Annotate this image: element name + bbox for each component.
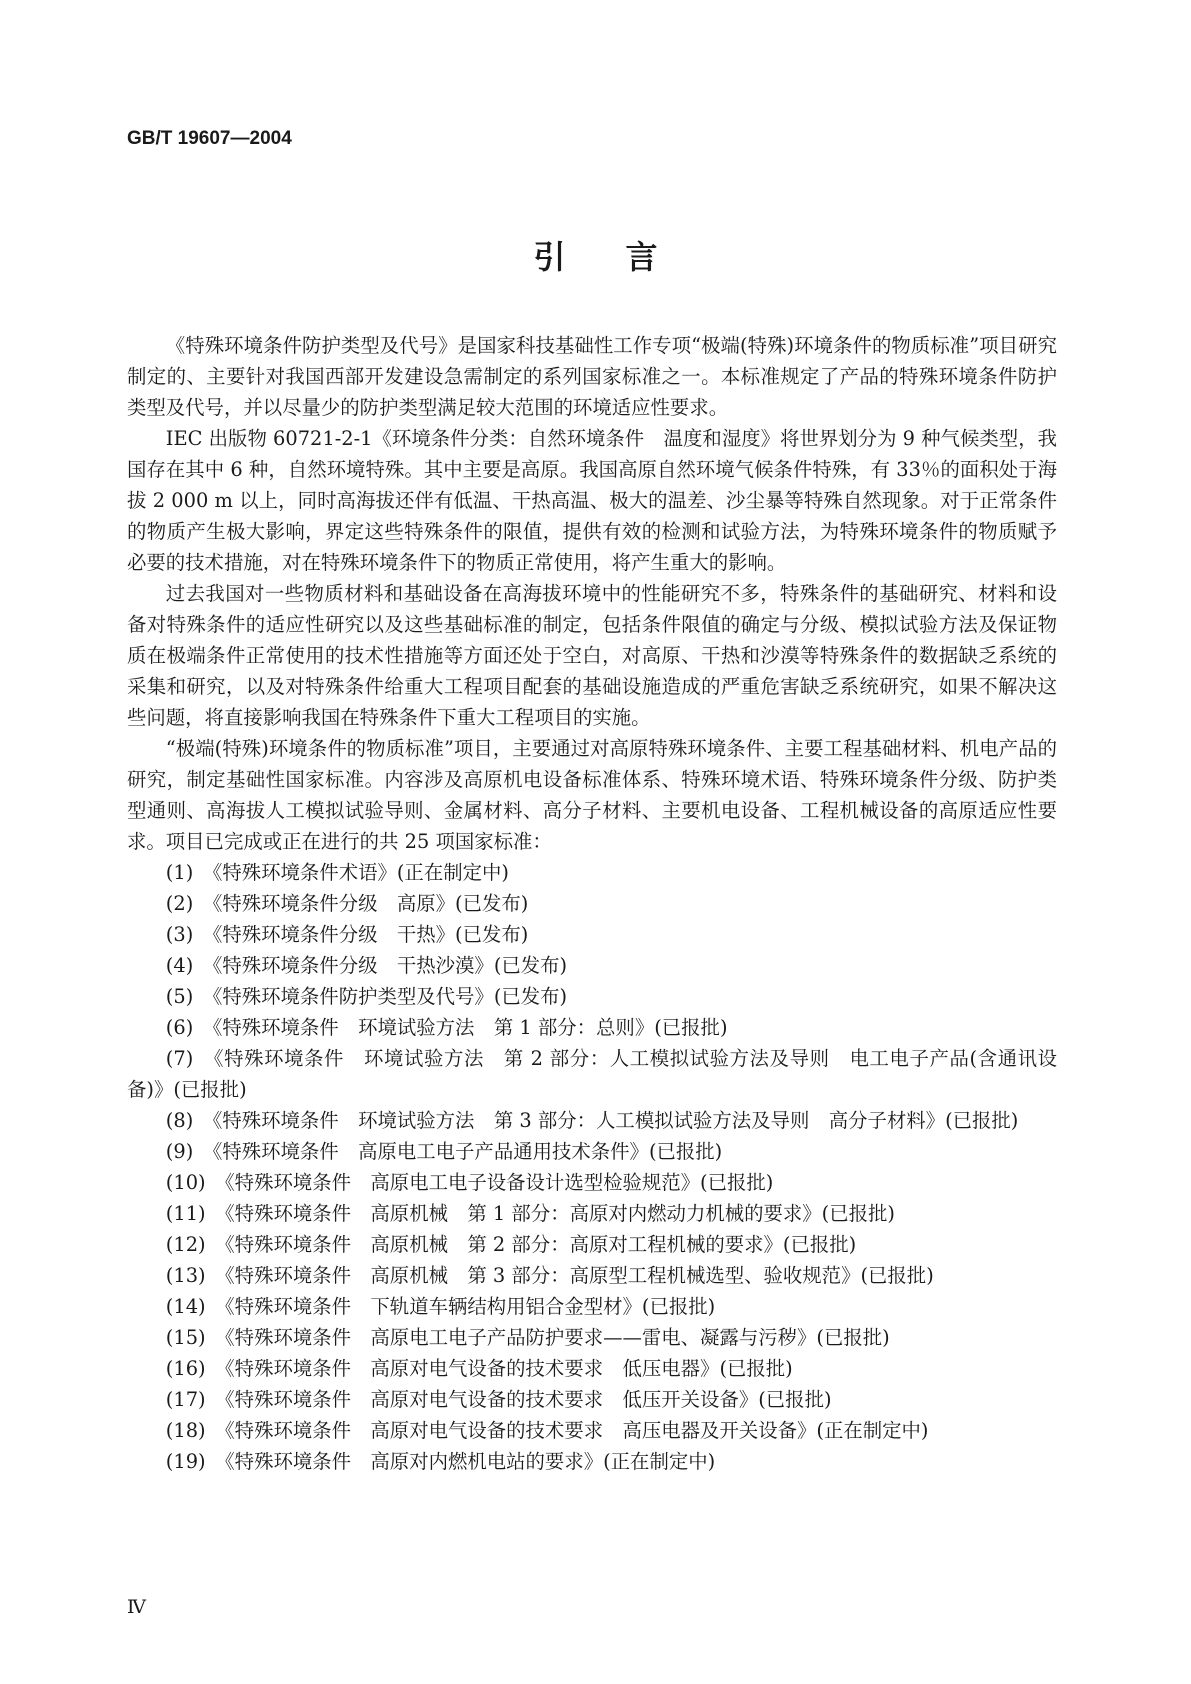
paragraph: 过去我国对一些物质材料和基础设备在高海拔环境中的性能研究不多，特殊条件的基础研究、材料和设备对特殊条件的适应性研究以及这些基础标准的制定，包括条件限值的确定与分级、模拟试验方法及保证物质在极端条件正常使用的技术性措施等方面还处于空白，对高原、干热和沙漠等特殊条件的数据缺乏系统的采集和研究，以及对特殊条件给重大工程项目配套的基础设施造成的严重危害缺乏系统研究，如果不解决这些问题，将直接影响我国在特殊条件下重大工程项目的实施。 bbox=[127, 582, 1057, 729]
list-item: (3) 《特殊环境条件分级 干热》(已发布) bbox=[165, 923, 529, 946]
list-item: (5) 《特殊环境条件防护类型及代号》(已发布) bbox=[165, 985, 568, 1008]
list-item: (15) 《特殊环境条件 高原电工电子产品防护要求——雷电、凝露与污秽》(已报批) bbox=[165, 1326, 890, 1349]
list-item: (14) 《特殊环境条件 下轨道车辆结构用铝合金型材》(已报批) bbox=[165, 1295, 716, 1318]
paragraph: 《特殊环境条件防护类型及代号》是国家科技基础性工作专项“极端(特殊)环境条件的物质标准”项目研究制定的、主要针对我国西部开发建设急需制定的系列国家标准之一。本标准规定了产品的特殊环境条件防护类型及代号，并以尽量少的防护类型满足较大范围的环境适应性要求。 bbox=[127, 334, 1057, 419]
list-item: (9) 《特殊环境条件 高原电工电子产品通用技术条件》(已报批) bbox=[165, 1140, 723, 1163]
list-item: (17) 《特殊环境条件 高原对电气设备的技术要求 低压开关设备》(已报批) bbox=[165, 1388, 832, 1411]
paragraph: IEC 出版物 60721-2-1《环境条件分类：自然环境条件 温度和湿度》将世界划分为 9 种气候类型，我国存在其中 6 种，自然环境特殊。其中主要是高原。我国高原自然环境气候条件特殊，有 33％的面积处于海拔 2 000 m 以上，同时高海拔还伴有低温、干热高温、极大的温差、沙尘暴等特殊自然现象。对于正常条件的物质产生极大影响，界定这些特殊条件的限值，提供有效的检测和试验方法，为特殊环境条件的物质赋予必要的技术措施，对在特殊环境条件下的物质正常使用，将产生重大的影响。 bbox=[127, 427, 1057, 574]
standards-list bbox=[127, 857, 1057, 1477]
list-item: (12) 《特殊环境条件 高原机械 第 2 部分：高原对工程机械的要求》(已报批) bbox=[165, 1233, 857, 1256]
list-item: (13) 《特殊环境条件 高原机械 第 3 部分：高原型工程机械选型、验收规范》(已报批) bbox=[165, 1264, 934, 1287]
list-item: (2) 《特殊环境条件分级 高原》(已发布) bbox=[165, 892, 529, 915]
standard-code: GB/T 19607—2004 bbox=[127, 128, 292, 149]
body-text bbox=[127, 330, 1057, 1477]
list-item: (6) 《特殊环境条件 环境试验方法 第 1 部分：总则》(已报批) bbox=[165, 1016, 728, 1039]
list-item: (18) 《特殊环境条件 高原对电气设备的技术要求 高压电器及开关设备》(正在制定中) bbox=[165, 1419, 929, 1442]
list-item: (11) 《特殊环境条件 高原机械 第 1 部分：高原对内燃动力机械的要求》(已报批) bbox=[165, 1202, 895, 1225]
list-item: (16) 《特殊环境条件 高原对电气设备的技术要求 低压电器》(已报批) bbox=[165, 1357, 793, 1380]
list-item: (19) 《特殊环境条件 高原对内燃机电站的要求》(正在制定中) bbox=[165, 1450, 716, 1473]
list-item: (4) 《特殊环境条件分级 干热沙漠》(已发布) bbox=[165, 954, 568, 977]
list-item: (8) 《特殊环境条件 环境试验方法 第 3 部分：人工模拟试验方法及导则 高分子材料》(已报批) bbox=[165, 1109, 1019, 1132]
page-title: 引言 bbox=[533, 238, 718, 276]
list-item: (1) 《特殊环境条件术语》(正在制定中) bbox=[165, 861, 509, 884]
list-item: (10) 《特殊环境条件 高原电工电子设备设计选型检验规范》(已报批) bbox=[165, 1171, 774, 1194]
list-item: (7) 《特殊环境条件 环境试验方法 第 2 部分：人工模拟试验方法及导则 电工电子产品(含通讯设备)》(已报批) bbox=[127, 1047, 1057, 1101]
paragraph: “极端(特殊)环境条件的物质标准”项目，主要通过对高原特殊环境条件、主要工程基础材料、机电产品的研究，制定基础性国家标准。内容涉及高原机电设备标准体系、特殊环境术语、特殊环境条件分级、防护类型通则、高海拔人工模拟试验导则、金属材料、高分子材料、主要机电设备、工程机械设备的高原适应性要求。项目已完成或正在进行的共 25 项国家标准： bbox=[127, 737, 1057, 853]
page-number: Ⅳ bbox=[127, 1596, 146, 1618]
